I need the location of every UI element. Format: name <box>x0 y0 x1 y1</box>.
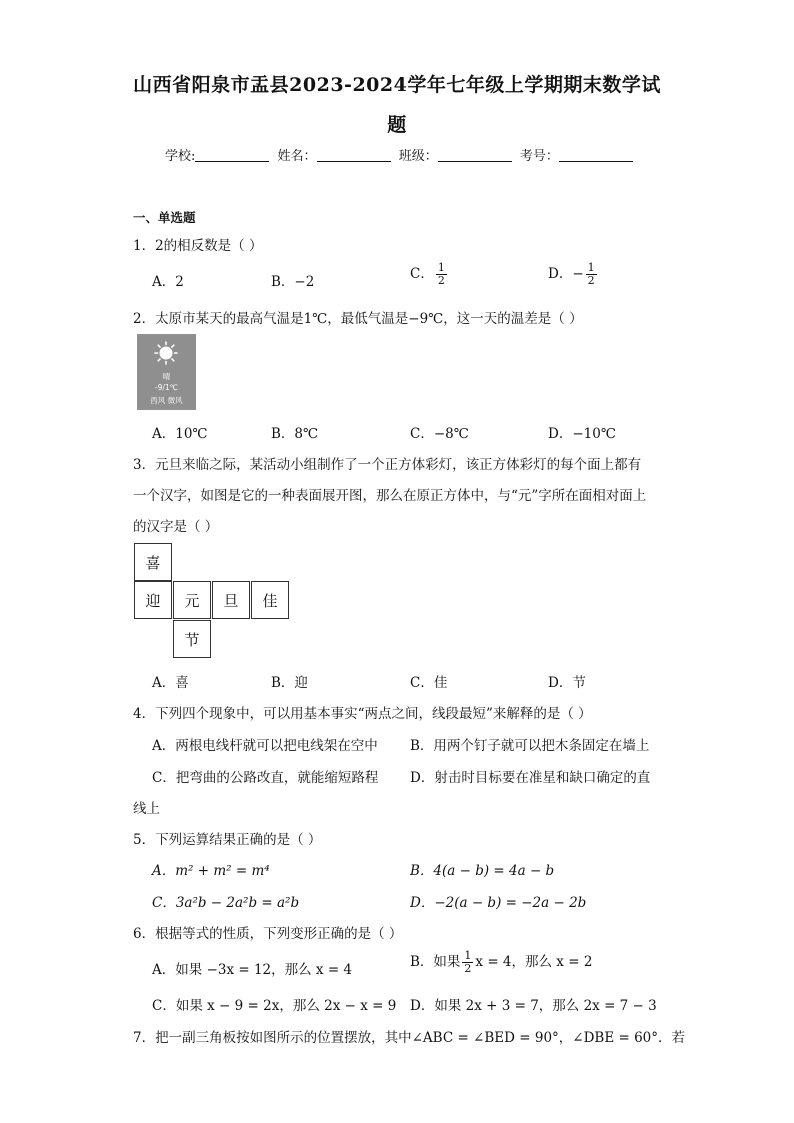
school-blank <box>195 147 269 162</box>
q5-option-c: C．3a²b − 2a²b = a²b <box>152 895 300 911</box>
q2-option-b: B．8℃ <box>271 426 319 442</box>
q3-option-b: B．迎 <box>271 675 308 691</box>
q3-stem-line1: 3．元旦来临之际，某活动小组制作了一个正方体彩灯，该正方体彩灯的每个面上都有 <box>133 457 642 473</box>
q1-option-b: B．−2 <box>271 274 315 290</box>
class-label: 班级： <box>398 149 438 164</box>
net-cell-ying: 迎 <box>134 581 172 619</box>
doc-title-line1: 山西省阳泉市盂县2023-2024学年七年级上学期期末数学试 <box>133 74 661 96</box>
q2-stem: 2．太原市某天的最高气温是1℃，最低气温是−9℃，这一天的温差是（ ） <box>133 311 583 327</box>
q3-stem-line3: 的汉字是（ ） <box>133 519 219 535</box>
q1-option-a: A．2 <box>152 274 184 290</box>
doc-title-line2: 题 <box>387 114 407 136</box>
q7-stem: 7．把一副三角板按如图所示的位置摆放，其中∠ABC = ∠BED = 90°，∠DBE = 60°．若 <box>133 1030 686 1046</box>
q6-option-a: A．如果 −3x = 12，那么 x = 4 <box>152 962 353 978</box>
weather-temp: -9/1℃ <box>154 383 179 392</box>
q4-option-a: A．两根电线杆就可以把电线架在空中 <box>152 738 378 754</box>
q4-option-d-line1: D．射击时目标要在准星和缺口确定的直 <box>410 770 651 786</box>
q6-stem: 6．根据等式的性质，下列变形正确的是（ ） <box>133 926 403 942</box>
net-cell-dan: 旦 <box>212 581 250 619</box>
weather-widget-image <box>137 334 196 410</box>
q5-option-a: A．m² + m² = m⁴ <box>152 863 270 879</box>
q4-option-d-line2: 线上 <box>133 801 160 817</box>
net-cell-jie: 节 <box>173 620 211 658</box>
q6-option-d: D．如果 2x + 3 = 7，那么 2x = 7 − 3 <box>410 998 657 1014</box>
net-cell-yuan: 元 <box>173 581 211 619</box>
weather-condition: 晴 <box>162 372 171 381</box>
q4-option-c: C．把弯曲的公路改直，就能缩短路程 <box>152 770 379 786</box>
id-label: 考号： <box>519 149 559 164</box>
q2-option-a: A．10℃ <box>152 426 208 442</box>
student-info-line <box>165 145 637 164</box>
section-heading: 一、单选题 <box>133 210 196 225</box>
sun-icon <box>154 341 178 365</box>
q5-stem: 5．下列运算结果正确的是（ ） <box>133 832 322 848</box>
id-blank <box>559 147 633 162</box>
q3-option-c: C．佳 <box>410 675 448 691</box>
class-blank <box>438 147 512 162</box>
q6-option-b: B．如果 $\frac{1}{2}$ x = 4，那么 x = 2 <box>410 949 593 975</box>
weather-wind: 西风 微风 <box>150 396 183 405</box>
q2-option-c: C．−8℃ <box>410 426 469 442</box>
q3-stem-line2: 一个汉字，如图是它的一种表面展开图，那么在原正方体中，与“元”字所在面相对面上 <box>133 488 647 504</box>
net-cell-xi: 喜 <box>134 543 172 581</box>
net-cell-jia: 佳 <box>251 581 289 619</box>
q4-option-b: B．用两个钉子就可以把木条固定在墙上 <box>410 738 650 754</box>
q1-option-c: C． $\frac{1}{2}$ <box>410 261 445 287</box>
q3-option-a: A．喜 <box>152 675 189 691</box>
q5-option-b: B．4(a − b) = 4a − b <box>410 863 555 879</box>
q5-option-d: D．−2(a − b) = −2a − 2b <box>410 895 587 911</box>
name-blank <box>317 147 391 162</box>
q6-option-c: C．如果 x − 9 = 2x，那么 2x − x = 9 <box>152 998 397 1014</box>
q1-stem: 1．2的相反数是（ ） <box>133 238 263 254</box>
school-label: 学校: <box>165 149 196 164</box>
name-label: 姓名： <box>277 149 317 164</box>
q3-option-d: D．节 <box>548 675 586 691</box>
q2-option-d: D．−10℃ <box>548 426 616 442</box>
q4-stem: 4．下列四个现象中，可以用基本事实“两点之间，线段最短”来解释的是（ ） <box>133 706 592 722</box>
q1-option-d: D．− $\frac{1}{2}$ <box>548 261 595 287</box>
